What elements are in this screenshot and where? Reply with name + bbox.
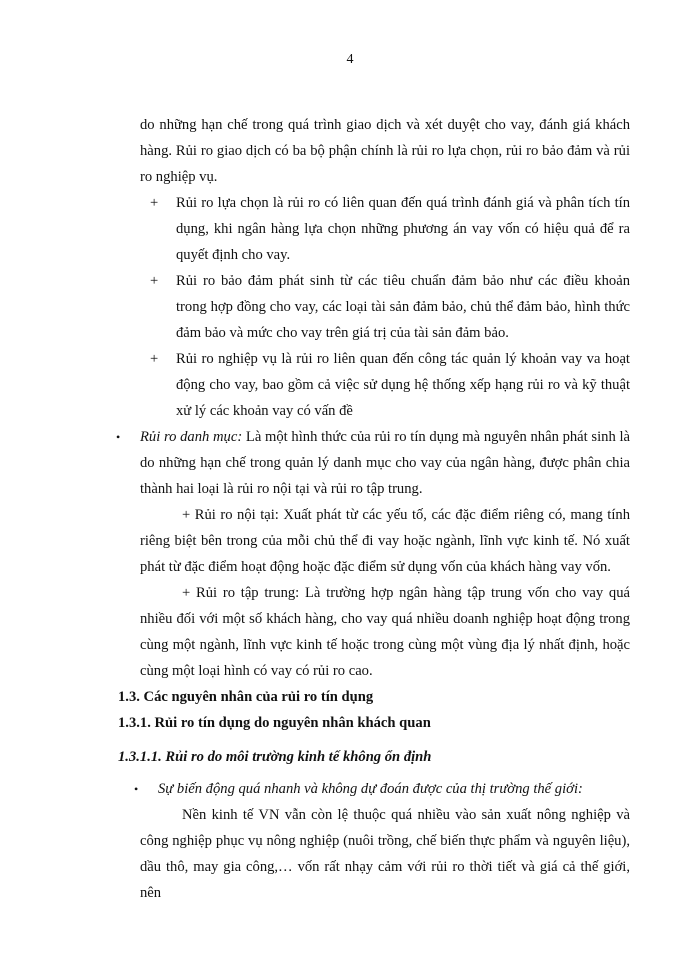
plus-marker: + xyxy=(150,195,159,211)
plus-list xyxy=(150,190,630,424)
portfolio-risk-paragraph xyxy=(116,424,630,502)
list-item-text: Rủi ro bảo đảm phát sinh từ các tiêu chuẩn đảm bảo như các điều khoản trong hợp đồng cho vay, các loại tài sản đảm bảo, chủ thể đảm bảo, hình thức đảm bảo và mức cho vay trên giá trị của tài sản đảm bảo. xyxy=(176,273,630,341)
list-item xyxy=(150,346,630,424)
section-heading-1-3-1-1: 1.3.1.1. Rủi ro do môi trường kinh tế không ổn định xyxy=(118,749,432,765)
bullet-marker: • xyxy=(116,430,121,444)
concentration-risk-paragraph: + Rủi ro tập trung: Là trường hợp ngân hàng tập trung vốn cho vay quá nhiều đối với một số khách hàng, cho vay quá nhiều doanh nghiệp hoạt động trong cùng một ngành, lĩnh vực kinh tế hoặc trong cùng một vùng địa lý nhất định, hoặc cùng một loại hình có vay có rủi ro cao. xyxy=(140,585,630,679)
portfolio-risk-text: Là một hình thức của rủi ro tín dụng mà nguyên nhân phát sinh là do những hạn chế trong quản lý danh mục cho vay của ngân hàng, được phân chia thành hai loại là rủi ro nội tại và rủi ro tập trung. xyxy=(140,429,630,497)
list-item xyxy=(150,268,630,346)
list-item xyxy=(150,190,630,268)
world-market-text: Sự biến động quá nhanh và không dự đoán được của thị trường thế giới: xyxy=(158,781,583,797)
section-heading-1-3: 1.3. Các nguyên nhân của rủi ro tín dụng xyxy=(118,689,374,705)
economy-paragraph: Nền kinh tế VN vẫn còn lệ thuộc quá nhiều vào sản xuất nông nghiệp và công nghiệp phục vụ nông nghiệp (nuôi trồng, chế biến thực phẩm và nguyên liệu), dầu thô, may gia công,… vốn rất nhạy cảm với rủi ro thời tiết và giá cả thế giới, nên xyxy=(140,807,630,901)
plus-marker: + xyxy=(150,273,159,289)
bullet-marker: • xyxy=(134,782,139,796)
world-market-bullet xyxy=(134,776,630,802)
intro-paragraph: do những hạn chế trong quá trình giao dịch và xét duyệt cho vay, đánh giá khách hàng. Rủi ro giao dịch có ba bộ phận chính là rủi ro lựa chọn, rủi ro bảo đảm và rủi ro nghiệp vụ. xyxy=(140,117,630,185)
list-item-text: Rủi ro lựa chọn là rủi ro có liên quan đến quá trình đánh giá và phân tích tín dụng, khi ngân hàng lựa chọn những phương án vay vốn có hiệu quả để ra quyết định cho vay. xyxy=(176,195,630,263)
plus-marker: + xyxy=(150,351,159,367)
page-body xyxy=(116,112,630,906)
portfolio-risk-label: Rủi ro danh mục: xyxy=(140,429,243,445)
list-item-text: Rủi ro nghiệp vụ là rủi ro liên quan đến công tác quản lý khoản vay va hoạt động cho vay, bao gồm cả việc sử dụng hệ thống xếp hạng rủi ro và kỹ thuật xử lý các khoản vay có vấn đề xyxy=(176,351,630,419)
section-heading-1-3-1: 1.3.1. Rủi ro tín dụng do nguyên nhân khách quan xyxy=(118,715,431,731)
internal-risk-paragraph: + Rủi ro nội tại: Xuất phát từ các yếu tố, các đặc điểm riêng có, mang tính riêng biệt bên trong của mỗi chủ thể đi vay hoặc ngành, lĩnh vực kinh tế. Nó xuất phát từ đặc điểm hoạt động hoặc đặc điểm sử dụng vốn của khách hàng vay vốn. xyxy=(140,507,630,575)
page-number: 4 xyxy=(346,52,354,67)
